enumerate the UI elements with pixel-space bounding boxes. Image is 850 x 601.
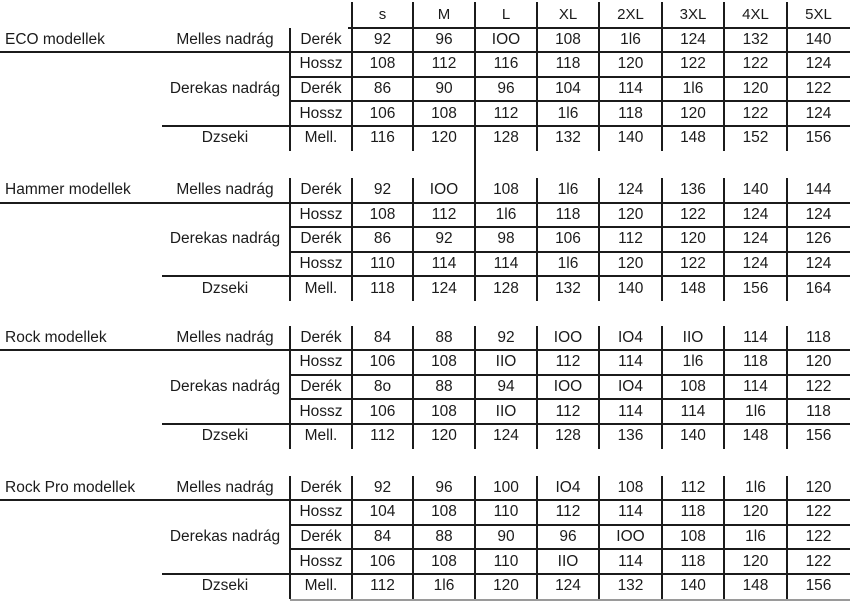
section-label: ECO modellek: [5, 30, 105, 48]
size-value-cell: 108: [493, 181, 519, 199]
size-value-cell: 112: [370, 427, 395, 445]
size-value-cell: 132: [742, 30, 769, 48]
size-value-cell: 1l6: [557, 104, 579, 122]
divider-line: [723, 178, 725, 301]
size-value-cell: 122: [805, 503, 832, 521]
size-value-cell: 120: [431, 427, 457, 445]
size-value-cell: 124: [805, 55, 832, 73]
size-value-cell: 104: [555, 79, 581, 97]
divider-line: [290, 251, 850, 253]
size-value-cell: 108: [431, 402, 457, 420]
size-value-cell: 100: [493, 478, 519, 496]
size-value-cell: 96: [435, 30, 453, 48]
size-value-cell: 120: [431, 129, 457, 147]
size-value-cell: 136: [617, 427, 644, 445]
size-value-cell: 114: [618, 353, 643, 371]
size-value-cell: 124: [805, 205, 832, 223]
divider-line: [661, 476, 663, 599]
size-value-cell: 148: [742, 427, 769, 445]
divider-line: [536, 2, 538, 151]
size-value-cell: IIO: [557, 552, 579, 570]
size-value-cell: 128: [493, 279, 519, 297]
section-label: Rock Pro modellek: [5, 478, 136, 496]
divider-line: [351, 2, 353, 151]
size-value-cell: IOO: [553, 377, 583, 395]
size-value-cell: 84: [373, 527, 392, 545]
divider-line: [536, 178, 538, 301]
divider-line: [162, 423, 850, 425]
size-value-cell: 96: [559, 527, 577, 545]
size-value-cell: 122: [680, 205, 706, 223]
size-value-cell: 118: [680, 552, 706, 570]
divider-line: [661, 178, 663, 301]
size-column-header: 2XL: [617, 6, 644, 24]
measure-label: Mell.: [304, 279, 338, 297]
garment-label: Melles nadrág: [176, 478, 274, 496]
measure-label: Mell.: [304, 577, 338, 595]
size-value-cell: 114: [680, 402, 706, 420]
size-value-cell: 114: [743, 328, 768, 346]
size-value-cell: 122: [805, 79, 832, 97]
size-value-cell: 120: [680, 230, 706, 248]
size-value-cell: 118: [370, 279, 395, 297]
divider-line: [661, 2, 663, 151]
measure-label: Derék: [300, 328, 342, 346]
size-value-cell: 108: [680, 377, 706, 395]
size-value-cell: 140: [742, 181, 769, 199]
size-value-cell: 122: [680, 55, 706, 73]
garment-label: Derekas nadrág: [169, 230, 281, 248]
divider-line: [289, 178, 291, 301]
size-value-cell: 122: [805, 552, 832, 570]
size-value-cell: 110: [493, 552, 519, 570]
size-value-cell: 122: [805, 377, 832, 395]
size-value-cell: 88: [435, 527, 453, 545]
size-value-cell: 108: [680, 527, 706, 545]
size-value-cell: 112: [555, 353, 581, 371]
size-value-cell: 106: [369, 552, 396, 570]
size-value-cell: 108: [431, 552, 457, 570]
garment-label: Melles nadrág: [176, 181, 274, 199]
size-value-cell: 108: [369, 205, 396, 223]
size-value-cell: 124: [742, 255, 769, 273]
size-value-cell: 114: [618, 79, 643, 97]
size-value-cell: 1l6: [745, 478, 766, 496]
garment-label: Derekas nadrág: [169, 79, 281, 97]
size-value-cell: 108: [555, 30, 581, 48]
size-value-cell: 124: [805, 255, 832, 273]
divider-line: [162, 275, 850, 277]
size-value-cell: 156: [805, 577, 832, 595]
size-value-cell: 112: [370, 577, 395, 595]
size-value-cell: 112: [555, 503, 581, 521]
size-value-cell: IOO: [491, 30, 521, 48]
size-value-cell: 120: [617, 205, 644, 223]
size-value-cell: 140: [680, 577, 706, 595]
size-value-cell: 90: [497, 527, 515, 545]
divider-line: [474, 326, 476, 449]
size-value-cell: 114: [618, 552, 643, 570]
size-value-cell: 1l6: [433, 577, 455, 595]
size-value-cell: 124: [617, 181, 644, 199]
measure-label: Derék: [300, 79, 342, 97]
measure-label: Mell.: [304, 427, 338, 445]
size-value-cell: 140: [617, 279, 644, 297]
size-value-cell: 92: [373, 30, 392, 48]
size-column-header: 3XL: [679, 6, 707, 24]
size-value-cell: 120: [742, 503, 769, 521]
divider-line: [351, 178, 353, 301]
size-value-cell: 88: [435, 328, 453, 346]
size-value-cell: 140: [617, 129, 644, 147]
divider-line: [786, 326, 788, 449]
garment-label: Dzseki: [201, 577, 249, 595]
section-label: Rock modellek: [5, 328, 107, 346]
size-value-cell: 132: [617, 577, 644, 595]
size-value-cell: IOO: [616, 527, 645, 545]
divider-line: [598, 2, 600, 151]
divider-line: [162, 125, 850, 127]
size-value-cell: 106: [369, 402, 396, 420]
size-value-cell: 86: [373, 230, 392, 248]
divider-line: [412, 326, 414, 449]
size-value-cell: 108: [617, 478, 644, 496]
size-value-cell: 118: [555, 205, 581, 223]
divider-line: [723, 2, 725, 151]
garment-label: Dzseki: [201, 279, 249, 297]
size-value-cell: IIO: [495, 353, 517, 371]
size-column-header: XL: [558, 6, 578, 24]
size-value-cell: 126: [805, 230, 832, 248]
divider-line: [351, 326, 353, 449]
size-value-cell: 88: [435, 377, 453, 395]
measure-label: Hossz: [299, 104, 343, 122]
divider-line: [290, 374, 850, 376]
size-column-header: 5XL: [805, 6, 832, 24]
size-value-cell: 118: [743, 353, 768, 371]
size-value-cell: 122: [680, 255, 706, 273]
size-value-cell: 94: [497, 377, 515, 395]
size-value-cell: 124: [742, 230, 769, 248]
size-value-cell: 112: [431, 55, 457, 73]
size-value-cell: 110: [493, 503, 519, 521]
size-value-cell: 1l6: [495, 205, 517, 223]
size-value-cell: 108: [431, 503, 457, 521]
divider-line: [786, 2, 788, 151]
size-value-cell: 124: [431, 279, 457, 297]
size-value-cell: 112: [493, 104, 519, 122]
divider-line: [598, 178, 600, 301]
size-value-cell: 112: [555, 402, 581, 420]
garment-label: Melles nadrág: [176, 30, 274, 48]
size-value-cell: 148: [742, 577, 769, 595]
divider-line: [289, 326, 291, 449]
size-value-cell: 116: [370, 129, 395, 147]
size-value-cell: 118: [680, 503, 706, 521]
divider-line: [289, 476, 291, 599]
size-value-cell: 124: [680, 30, 706, 48]
size-value-cell: 128: [555, 427, 581, 445]
size-value-cell: 156: [805, 129, 832, 147]
garment-label: Derekas nadrág: [169, 527, 281, 545]
size-value-cell: 144: [805, 181, 832, 199]
size-value-cell: 122: [805, 527, 832, 545]
divider-line: [412, 476, 414, 599]
garment-label: Dzseki: [201, 129, 249, 147]
measure-label: Derék: [300, 181, 342, 199]
size-value-cell: 106: [555, 230, 581, 248]
size-value-cell: 122: [742, 55, 769, 73]
size-value-cell: 140: [680, 427, 706, 445]
size-value-cell: 108: [431, 353, 457, 371]
size-value-cell: 124: [805, 104, 832, 122]
size-value-cell: 1l6: [682, 79, 704, 97]
divider-line: [536, 476, 538, 599]
size-value-cell: 120: [805, 353, 832, 371]
size-value-cell: IO4: [618, 377, 643, 395]
size-column-header: L: [501, 6, 511, 24]
size-value-cell: 106: [369, 353, 396, 371]
size-value-cell: IIO: [682, 328, 704, 346]
size-value-cell: 110: [370, 255, 395, 273]
size-value-cell: 84: [373, 328, 392, 346]
size-value-cell: 108: [369, 55, 396, 73]
measure-label: Hossz: [299, 402, 343, 420]
size-value-cell: 98: [497, 230, 515, 248]
section-label: Hammer modellek: [5, 181, 131, 199]
size-value-cell: 1l6: [620, 30, 641, 48]
size-value-cell: 118: [618, 104, 643, 122]
size-value-cell: 114: [493, 255, 519, 273]
size-value-cell: 132: [555, 279, 581, 297]
size-value-cell: 118: [555, 55, 581, 73]
size-value-cell: 92: [373, 181, 392, 199]
size-value-cell: 136: [680, 181, 706, 199]
size-value-cell: 112: [618, 230, 643, 248]
garment-label: Melles nadrág: [176, 328, 274, 346]
size-value-cell: 120: [805, 478, 832, 496]
size-value-cell: 104: [369, 503, 396, 521]
size-value-cell: 96: [497, 79, 515, 97]
divider-line: [351, 476, 353, 599]
size-value-cell: 156: [742, 279, 769, 297]
measure-label: Hossz: [299, 255, 343, 273]
divider-line: [474, 476, 476, 599]
size-value-cell: 120: [742, 79, 769, 97]
size-value-cell: 128: [493, 129, 519, 147]
divider-line: [474, 178, 476, 301]
size-value-cell: 132: [555, 129, 581, 147]
size-value-cell: IO4: [555, 478, 581, 496]
size-value-cell: 96: [435, 478, 453, 496]
size-value-cell: 114: [431, 255, 457, 273]
size-value-cell: 118: [806, 328, 831, 346]
divider-line: [786, 178, 788, 301]
size-column-header: M: [437, 6, 451, 24]
size-value-cell: 124: [493, 427, 519, 445]
size-value-cell: 152: [742, 129, 769, 147]
measure-label: Hossz: [299, 503, 343, 521]
size-value-cell: 1l6: [745, 527, 766, 545]
divider-line: [412, 2, 414, 151]
size-value-cell: IOO: [553, 328, 583, 346]
divider-line: [723, 476, 725, 599]
divider-line: [723, 326, 725, 449]
measure-label: Derék: [300, 377, 342, 395]
size-value-cell: 90: [435, 79, 453, 97]
size-value-cell: 114: [618, 402, 643, 420]
size-value-cell: 92: [435, 230, 453, 248]
size-value-cell: 86: [373, 79, 392, 97]
size-value-cell: 112: [431, 205, 457, 223]
measure-label: Hossz: [299, 552, 343, 570]
divider-line: [598, 476, 600, 599]
size-value-cell: 122: [742, 104, 769, 122]
measure-label: Hossz: [299, 55, 343, 73]
size-value-cell: 120: [742, 552, 769, 570]
divider-line: [162, 573, 850, 575]
size-value-cell: 120: [680, 104, 706, 122]
size-value-cell: 114: [743, 377, 768, 395]
size-value-cell: 120: [617, 255, 644, 273]
divider-line: [290, 100, 850, 102]
divider-line: [290, 398, 850, 400]
size-value-cell: 1l6: [682, 353, 704, 371]
divider-line: [290, 524, 850, 526]
size-value-cell: 8o: [373, 377, 392, 395]
measure-label: Derék: [300, 478, 342, 496]
size-value-cell: 118: [806, 402, 831, 420]
divider-line: [290, 226, 850, 228]
divider-line: [536, 326, 538, 449]
divider-line: [598, 326, 600, 449]
size-value-cell: 1l6: [557, 181, 579, 199]
size-value-cell: 92: [497, 328, 515, 346]
divider-line: [289, 28, 291, 151]
size-value-cell: 120: [493, 577, 519, 595]
size-value-cell: 114: [618, 503, 643, 521]
divider-line: [474, 2, 476, 151]
size-value-cell: IIO: [495, 402, 517, 420]
size-value-cell: 156: [805, 427, 832, 445]
divider-line: [661, 326, 663, 449]
size-value-cell: 116: [493, 55, 519, 73]
size-value-cell: 112: [680, 478, 706, 496]
size-value-cell: 1l6: [745, 402, 766, 420]
size-column-header: 4XL: [742, 6, 769, 24]
divider-line: [786, 476, 788, 599]
size-value-cell: IOO: [429, 181, 459, 199]
size-value-cell: IO4: [618, 328, 643, 346]
size-value-cell: 140: [805, 30, 832, 48]
size-column-header: s: [378, 6, 387, 24]
measure-label: Mell.: [304, 129, 338, 147]
size-value-cell: 106: [369, 104, 396, 122]
size-value-cell: 124: [555, 577, 581, 595]
size-value-cell: 120: [617, 55, 644, 73]
divider-line: [290, 76, 850, 78]
measure-label: Hossz: [299, 353, 343, 371]
measure-label: Derék: [300, 30, 342, 48]
size-value-cell: 1l6: [557, 255, 579, 273]
divider-line: [412, 178, 414, 301]
measure-label: Hossz: [299, 205, 343, 223]
divider-line: [474, 151, 476, 179]
garment-label: Dzseki: [201, 427, 249, 445]
garment-label: Derekas nadrág: [169, 377, 281, 395]
measure-label: Derék: [300, 230, 342, 248]
size-value-cell: 108: [431, 104, 457, 122]
size-value-cell: 148: [680, 129, 706, 147]
size-value-cell: 148: [680, 279, 706, 297]
size-value-cell: 124: [742, 205, 769, 223]
size-value-cell: 92: [373, 478, 392, 496]
size-value-cell: 164: [805, 279, 832, 297]
measure-label: Derék: [300, 527, 342, 545]
divider-line: [290, 548, 850, 550]
